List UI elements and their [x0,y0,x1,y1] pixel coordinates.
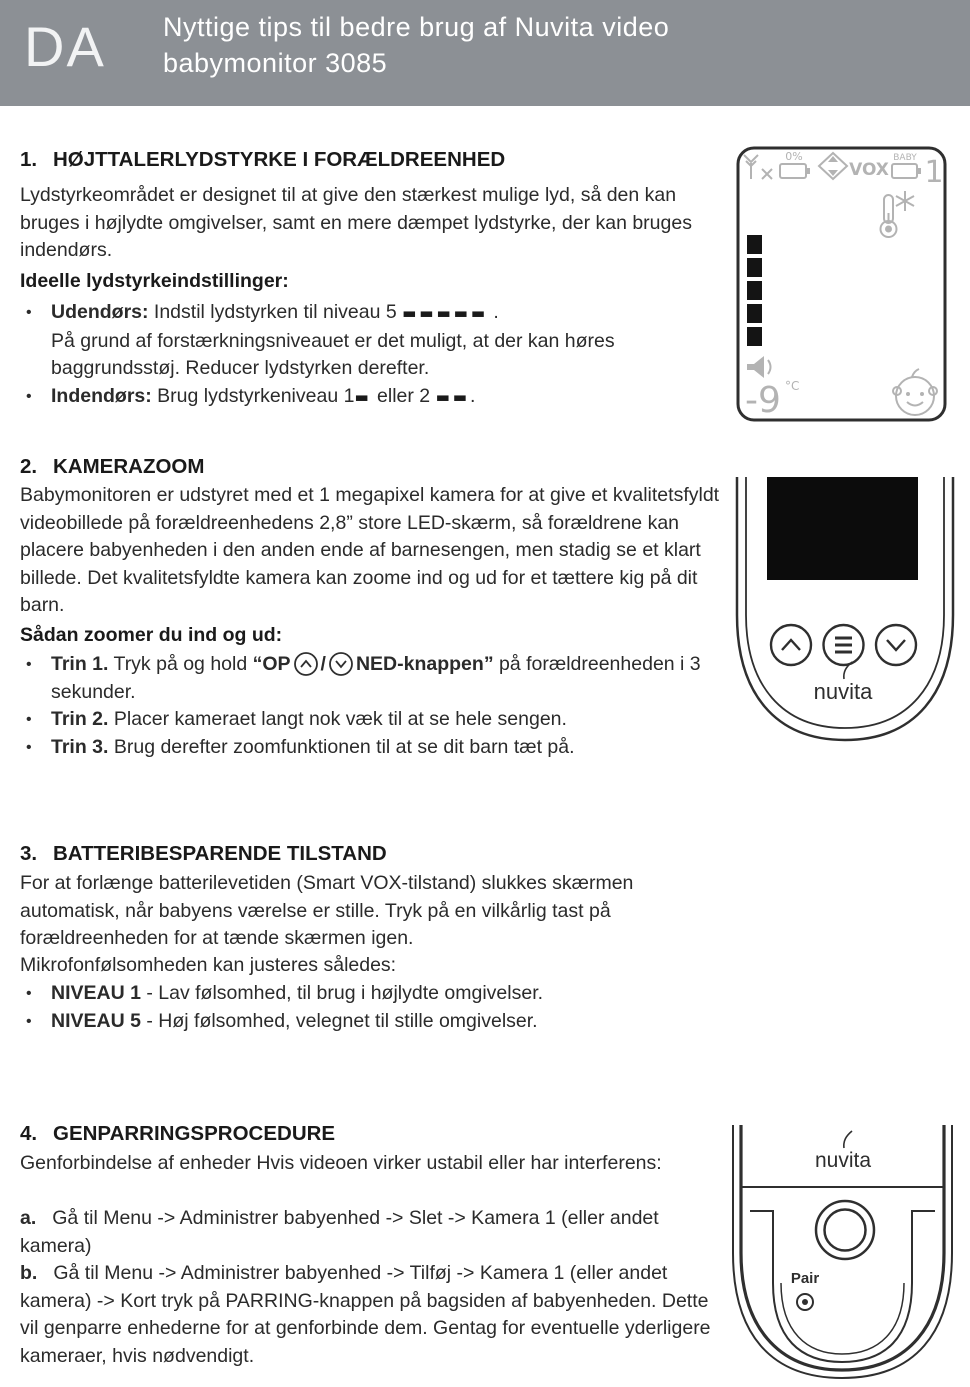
step-1-slash: / [320,653,326,675]
bullet-indendors [20,383,720,412]
niveau-5-label: NIVEAU 5 [51,1009,141,1032]
parent-unit-illustration [730,477,960,747]
page-title-line1: Nyttige tips til bedre brug af Nuvita video [163,12,670,42]
section-3-heading [20,842,720,866]
baby-unit-back-illustration [725,1125,960,1385]
baby-face-icon [893,369,937,415]
bullet-udendors [20,299,720,383]
section-2-subheading: Sådan zoomer du ind og ud: [20,624,283,646]
item-b-text: Gå til Menu -> Administrer babyenhed -> Tilføj -> Kamera 1 (eller andet kamera) -> Kort tryk på PARRING-knappen på bagsiden af babyenheden. Dette vil genparre enhederne for at genforbinde dem. Gentag for eventuelle yderligere kameraer, hvis nødvendigt. [20,1262,711,1367]
step-2 [20,706,720,734]
step-3-content [51,734,720,762]
parent-battery-icon [780,150,810,178]
no-signal-antenna-icon [744,155,772,179]
bullet-udendors-text1: Indstil lydstyrken til niveau 5 [148,301,403,323]
channel-number: 1 [924,155,944,190]
section-3-number: 3. [20,842,38,865]
item-a-text: Gå til Menu -> Administrer babyenhed -> Slet -> Kamera 1 (eller andet kamera) [20,1207,659,1257]
temperature-snowflake-icon [881,191,915,237]
up-chevron-icon [782,640,800,650]
speaker-icon [747,356,771,378]
section-1-heading [20,148,720,172]
bullet-udendors-label: Udendørs: [51,301,149,323]
section-4-title: GENPARRINGSPROCEDURE [53,1122,336,1145]
bullet-niveau-1 [20,980,720,1008]
step-1-content [51,651,720,706]
item-b-label: b. [20,1262,38,1284]
page-title-line2: babymonitor 3085 [163,48,388,78]
volume-level-2-bars-icon: ▬▬ [435,387,470,406]
volume-level-5-bars-icon: ▬▬▬▬▬ [402,304,488,322]
bullet-indendors-label: Indendørs: [51,384,152,407]
bullet-indendors-text2: eller 2 [371,384,436,407]
niveau-1-text: - Lav følsomhed, til brug i højlydte omgivelser. [140,982,544,1004]
section-3-intro: For at forlænge batterilevetiden (Smart VOX-tilstand) slukkes skærmen automatisk, når babyens værelse er stille. Tryk på en vilkårlig tast på forældreenheden for at tænde skærmen igen. [20,872,634,949]
step-1-label: Trin 1. [51,653,109,675]
step-3 [20,734,720,762]
battery-percent-label: 0% [785,150,803,163]
bullet-indendors-content [51,383,720,412]
section-2-title: KAMERAZOOM [53,455,205,478]
bullet-marker: • [26,387,32,405]
page-title [163,9,669,81]
section-1-number: 1. [20,148,38,171]
volume-level-1-bar-icon: ▬ [354,387,372,406]
step-3-label: Trin 3. [51,735,109,758]
down-button-icon [328,651,354,677]
repair-item-b [20,1260,725,1370]
section-1-intro: Lydstyrkeområdet er designet til at give den stærkest mulige lyd, så den kan bruges i højlydte omgivelser, samt en mere dæmpet lydstyrke, der kan bruges indendørs. [20,184,692,261]
bullet-marker: • [26,1012,32,1030]
nuvita-logo: nuvita [813,679,873,704]
pair-label: Pair [790,1270,820,1287]
step-1-text1: Tryk på og hold [108,653,253,675]
parent-unit-screen [767,477,918,580]
bullet-marker: • [26,656,32,673]
nuvita-logo-sprout-icon [844,1131,852,1148]
repair-item-a [20,1205,720,1260]
section-2-number: 2. [20,455,38,478]
up-button-icon [293,651,319,677]
nuvita-logo: nuvita [814,1149,872,1172]
section-4-intro: Genforbindelse af enheder Hvis videoen virker ustabil eller har interferens: [20,1152,662,1174]
bullet-marker: • [26,985,32,1002]
item-a-label: a. [20,1207,37,1229]
temperature-value: -9 [745,380,781,421]
bullet-udendors-text2: På grund af forstærkningsniveauet er det muligt, at der kan høres baggrundsstøj. Reducer lydstyrken derefter. [51,329,615,379]
section-2-heading [20,455,720,479]
baby-battery-icon [892,153,921,178]
bullet-niveau-1-content [51,980,720,1008]
back-panel-outline [750,1211,935,1362]
pair-button[interactable] [797,1294,813,1310]
step-1-ned-label: NED-knappen” [355,653,494,675]
step-2-text: Placer kameraet langt nok væk til at se hele sengen. [108,708,567,730]
niveau-1-label: NIVEAU 1 [51,982,141,1004]
step-3-text: Brug derefter zoomfunktionen til at se dit barn tæt på. [108,735,575,758]
bullet-niveau-5-content [51,1008,720,1036]
section-3-line2: Mikrofonfølsomheden kan justeres således: [20,954,397,976]
step-2-content [51,706,720,734]
step-1-op-label: “OP [252,653,291,675]
section-4-heading [20,1122,720,1146]
bullet-udendors-content [51,299,720,383]
lcd-display-illustration [735,145,948,423]
volume-bars-indicator [747,235,762,346]
bullet-niveau-5 [20,1008,720,1036]
section-1-subheading: Ideelle lydstyrkeindstillinger: [20,270,289,292]
up-button[interactable] [771,625,811,665]
bullet-indendors-after: . [469,384,476,407]
step-2-label: Trin 2. [51,708,109,730]
section-1-title: HØJTTALERLYDSTYRKE I FORÆLDREENHED [53,148,506,171]
bullet-marker: • [26,738,32,756]
bullet-marker: • [26,304,32,321]
camera-lens-icon [816,1201,874,1259]
bullet-udendors-after: . [488,301,499,323]
section-2-steps [20,651,720,761]
section-3-title: BATTERIBESPARENDE TILSTAND [53,842,387,865]
baby-battery-label: BABY [893,153,917,163]
section-3-bullets [20,980,720,1035]
bullet-indendors-text1: Brug lydstyrkeniveau 1 [151,384,355,407]
language-code: DA [24,15,106,78]
down-chevron-icon [887,640,905,650]
down-button[interactable] [876,625,916,665]
section-1-bullets [20,299,720,411]
section-4-number: 4. [20,1122,38,1145]
zoom-diamond-icon [819,153,847,179]
niveau-5-text: - Høj følsomhed, velegnet til stille omgivelser. [140,1009,538,1032]
step-1-text2: på forældreenheden i 3 sekunder. [51,653,701,703]
page-header [0,0,970,106]
vox-indicator: VOX [849,160,889,180]
menu-lines-icon [835,638,852,652]
step-1 [20,651,720,706]
temperature-unit: °C [785,379,800,393]
bullet-marker: • [26,711,32,728]
section-2-intro: Babymonitoren er udstyret med et 1 megapixel kamera for at give et kvalitetsfyldt videobillede på forældreenhedens 2,8” store LED-skærm, så forældrene kan placere babyenheden i den anden ende af barnesengen, men stadig se et klart billede. Det kvalitetsfyldte kamera kan zoome ind og ud for et tættere kig på dit barn. [20,484,720,616]
